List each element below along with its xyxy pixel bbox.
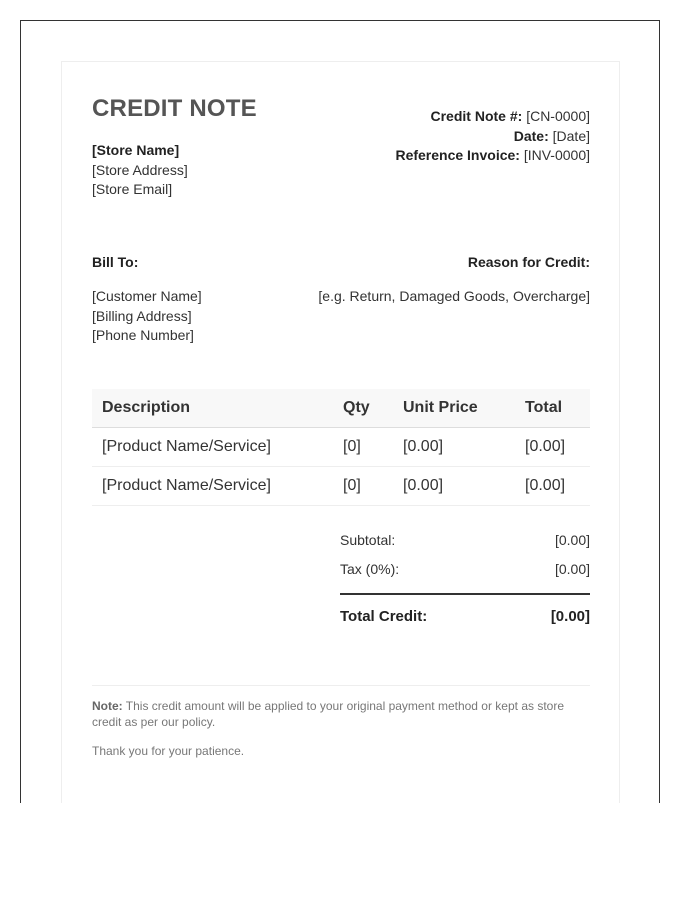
date-value: [Date] xyxy=(552,127,590,144)
phone-number: [Phone Number] xyxy=(92,327,194,343)
item-total: [0.00] xyxy=(515,467,590,506)
tax-value: [0.00] xyxy=(554,560,590,577)
bill-to-heading: Bill To: xyxy=(92,254,139,270)
billing-address: [Billing Address] xyxy=(92,307,192,324)
footer-note xyxy=(92,698,590,730)
table-row xyxy=(92,428,590,467)
column-header-total: Total xyxy=(515,389,590,428)
item-total: [0.00] xyxy=(515,428,590,467)
column-header-description: Description xyxy=(92,389,333,428)
table-row xyxy=(92,467,590,506)
total-credit-value: [0.00] xyxy=(550,607,590,625)
credit-note-document xyxy=(61,61,620,803)
reference-invoice-row xyxy=(395,146,590,166)
credit-note-number-label: Credit Note #: xyxy=(430,108,523,124)
item-description: [Product Name/Service] xyxy=(92,428,333,467)
store-address: [Store Address] xyxy=(92,161,188,178)
credit-note-meta xyxy=(395,107,590,166)
tax-row xyxy=(340,554,590,583)
store-name: [Store Name] xyxy=(92,142,180,158)
bill-to-details xyxy=(92,287,202,346)
store-email: [Store Email] xyxy=(92,181,173,197)
item-qty: [0] xyxy=(333,467,393,506)
document-title: CREDIT NOTE xyxy=(92,95,257,122)
footer-divider xyxy=(92,685,590,686)
reason-text: [e.g. Return, Damaged Goods, Overcharge] xyxy=(318,288,590,304)
items-table xyxy=(92,389,590,506)
date-label: Date: xyxy=(513,127,549,144)
subtotal-label: Subtotal: xyxy=(340,531,396,548)
thanks-message: Thank you for your patience. xyxy=(92,744,245,758)
reference-invoice-value: [INV-0000] xyxy=(523,147,590,163)
total-credit-row xyxy=(340,593,590,637)
table-header-row xyxy=(92,389,590,428)
note-label: Note: xyxy=(92,699,123,713)
item-unit-price: [0.00] xyxy=(393,467,515,506)
subtotal-row xyxy=(340,525,590,554)
store-info xyxy=(92,141,188,200)
note-text: This credit amount will be applied to your original payment method or kept as store credit as per our policy. xyxy=(92,699,565,729)
tax-label: Tax (0%): xyxy=(340,560,400,577)
reference-invoice-label: Reference Invoice: xyxy=(395,147,520,163)
reason-heading: Reason for Credit: xyxy=(467,254,590,270)
credit-note-number-value: [CN-0000] xyxy=(526,108,590,124)
column-header-qty: Qty xyxy=(333,389,393,428)
column-header-unit-price: Unit Price xyxy=(393,389,515,428)
item-description: [Product Name/Service] xyxy=(92,467,333,506)
credit-note-number-row xyxy=(395,107,590,127)
total-credit-label: Total Credit: xyxy=(340,607,428,625)
item-unit-price: [0.00] xyxy=(393,428,515,467)
item-qty: [0] xyxy=(333,428,393,467)
subtotal-value: [0.00] xyxy=(554,531,590,548)
totals-section xyxy=(340,525,590,637)
date-row xyxy=(395,127,590,147)
customer-name: [Customer Name] xyxy=(92,288,202,304)
